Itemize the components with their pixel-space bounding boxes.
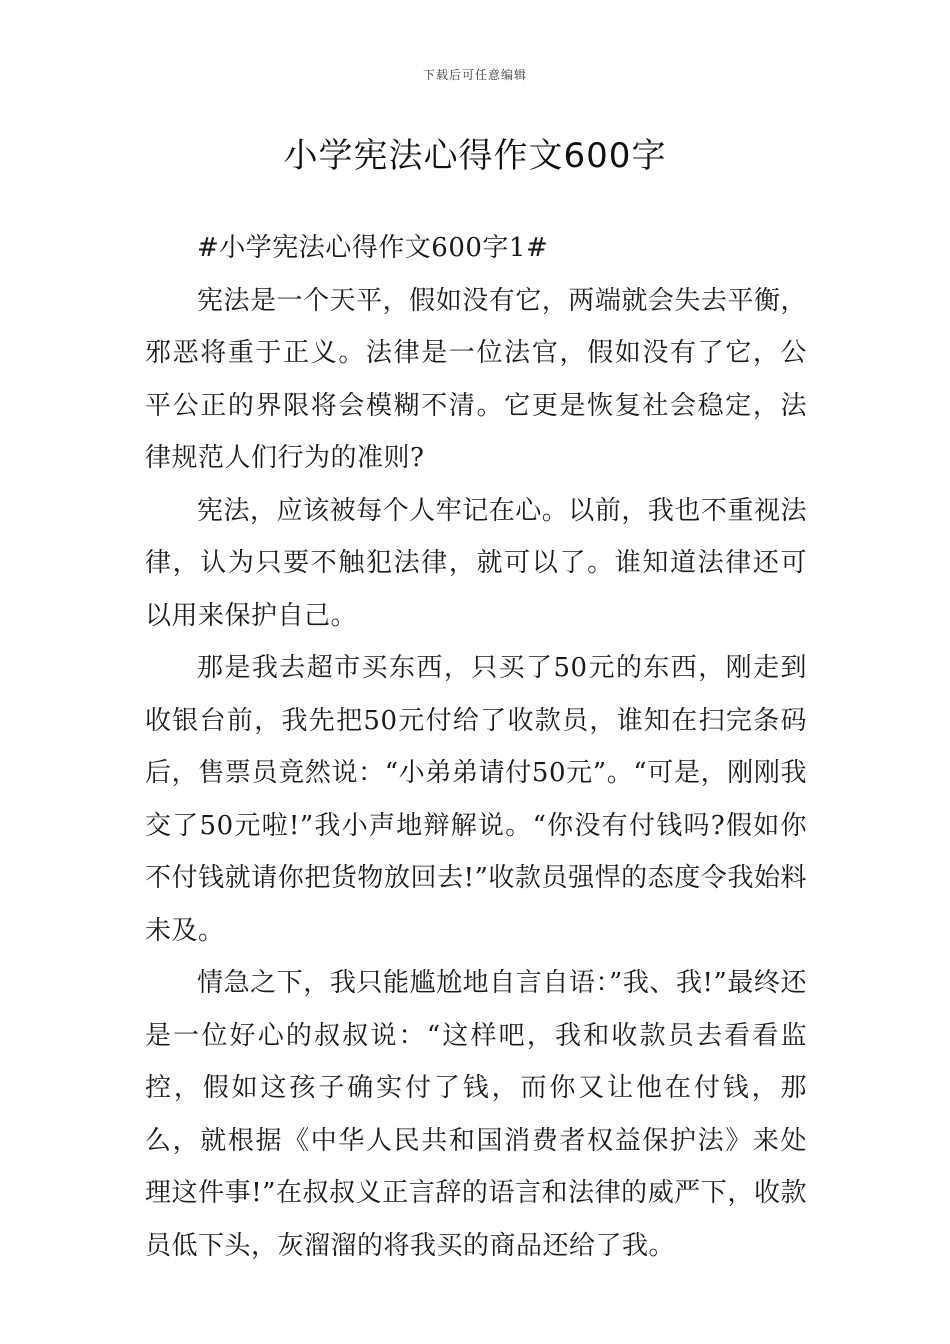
page-title: 小学宪法心得作文600字 xyxy=(283,136,667,176)
paragraph: 宪法是一个天平，假如没有它，两端就会失去平衡，邪恶将重于正义。法律是一位法官，假如没有了它，公平公正的界限将会模糊不清。它更是恢复社会稳定，法律规范人们行为的准则? xyxy=(145,285,807,473)
essay-body xyxy=(145,222,807,1272)
section-heading: #小学宪法心得作文600字1# xyxy=(197,233,549,263)
paragraph: 那是我去超市买东西，只买了50元的东西，刚走到收银台前，我先把50元付给了收款员，谁知在扫完条码后，售票员竟然说：“小弟弟请付50元”。“可是，刚刚我交了50元啦!”我小声地辩解说。“你没有付钱吗?假如你不付钱就请你把货物放回去!”收款员强悍的态度令我始料未及。 xyxy=(145,653,807,946)
paragraph: 宪法，应该被每个人牢记在心。以前，我也不重视法律，认为只要不触犯法律，就可以了。谁知道法律还可以用来保护自己。 xyxy=(145,495,807,631)
paragraph: 情急之下，我只能尴尬地自言自语：”我、我!”最终还是一位好心的叔叔说：“这样吧，我和收款员去看看监控，假如这孩子确实付了钱，而你又让他在付钱，那么，就根据《中华人民共和国消费者权益保护法》来处理这件事!”在叔叔义正言辞的语言和法律的威严下，收款员低下头，灰溜溜的将我买的商品还给了我。 xyxy=(145,968,807,1261)
header-note: 下载后可任意编辑 xyxy=(422,68,527,82)
